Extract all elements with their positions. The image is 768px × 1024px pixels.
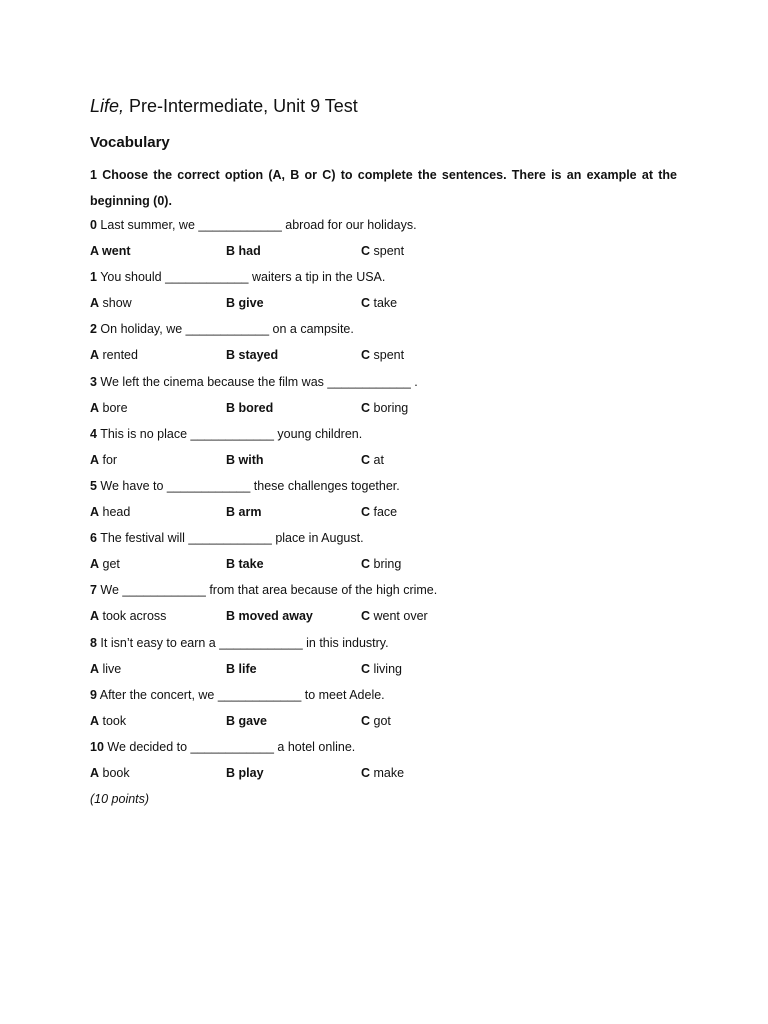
option-b bbox=[226, 603, 313, 629]
option-c bbox=[361, 499, 397, 525]
option-a bbox=[90, 551, 120, 577]
question-text: You should ____________ waiters a tip in the USA. bbox=[96, 270, 386, 285]
option-letter: C bbox=[361, 400, 371, 415]
option-c bbox=[361, 238, 404, 264]
option-a bbox=[90, 238, 131, 264]
instruction-text: 1 Choose the correct option (A, B or C) to complete the sentences. There is an example at the beginning (0). bbox=[90, 168, 677, 208]
options-row-0 bbox=[90, 238, 677, 264]
question-2 bbox=[90, 316, 677, 342]
question-text: Last summer, we ____________ abroad for our holidays. bbox=[96, 218, 417, 232]
option-text: rented bbox=[99, 348, 138, 363]
option-c bbox=[361, 708, 391, 734]
question-7 bbox=[90, 577, 677, 603]
option-b bbox=[226, 395, 273, 421]
options-row-10 bbox=[90, 760, 677, 786]
question-number: 9 bbox=[90, 687, 97, 702]
option-letter: B bbox=[226, 557, 236, 572]
options-row-7 bbox=[90, 603, 677, 629]
option-text: spent bbox=[370, 348, 405, 363]
option-b bbox=[226, 447, 264, 473]
option-letter: B bbox=[226, 400, 236, 415]
option-letter: C bbox=[361, 452, 371, 467]
option-letter: A bbox=[90, 400, 100, 415]
question-1 bbox=[90, 264, 677, 290]
option-c bbox=[361, 551, 401, 577]
options-row-4 bbox=[90, 447, 677, 473]
options-row-2 bbox=[90, 342, 677, 368]
section-heading: Vocabulary bbox=[90, 134, 170, 151]
option-text: went over bbox=[370, 609, 428, 624]
page-title bbox=[90, 93, 358, 119]
option-a bbox=[90, 499, 130, 525]
question-number: 10 bbox=[90, 739, 104, 754]
option-letter: A bbox=[90, 713, 100, 728]
option-text: with bbox=[235, 452, 264, 467]
option-text: boring bbox=[370, 400, 409, 415]
option-b bbox=[226, 656, 257, 682]
option-c bbox=[361, 656, 402, 682]
question-text: We left the cinema because the film was ____________ . bbox=[96, 374, 418, 389]
question-8 bbox=[90, 630, 677, 656]
option-b bbox=[226, 342, 278, 368]
option-a bbox=[90, 290, 132, 316]
option-a bbox=[90, 708, 126, 734]
option-letter: B bbox=[226, 505, 236, 520]
question-number: 0 bbox=[90, 218, 97, 232]
option-a bbox=[90, 656, 121, 682]
option-letter: A bbox=[90, 296, 100, 311]
option-a bbox=[90, 342, 138, 368]
option-text: arm bbox=[235, 505, 262, 520]
question-text: It isn’t easy to earn a ____________ in this industry. bbox=[96, 635, 389, 650]
option-letter: B bbox=[226, 609, 236, 624]
option-text: live bbox=[99, 661, 122, 676]
option-b bbox=[226, 290, 264, 316]
option-b bbox=[226, 760, 264, 786]
option-letter: B bbox=[226, 661, 236, 676]
option-a bbox=[90, 447, 117, 473]
option-text: head bbox=[99, 505, 131, 520]
option-letter: C bbox=[361, 713, 371, 728]
question-0 bbox=[90, 212, 677, 238]
option-b bbox=[226, 551, 264, 577]
question-5 bbox=[90, 473, 677, 499]
option-letter: B bbox=[226, 452, 236, 467]
question-text: On holiday, we ____________ on a campsite. bbox=[96, 322, 354, 337]
question-text: After the concert, we ____________ to meet Adele. bbox=[96, 687, 385, 702]
option-b bbox=[226, 499, 261, 525]
question-3 bbox=[90, 369, 677, 395]
option-c bbox=[361, 342, 404, 368]
question-number: 1 bbox=[90, 270, 97, 285]
option-letter: C bbox=[361, 348, 371, 363]
option-letter: A bbox=[90, 557, 100, 572]
question-number: 3 bbox=[90, 374, 97, 389]
option-text: moved away bbox=[235, 609, 313, 624]
question-number: 2 bbox=[90, 322, 97, 337]
option-a bbox=[90, 395, 128, 421]
option-letter: A bbox=[90, 348, 100, 363]
options-row-6 bbox=[90, 551, 677, 577]
option-letter: A bbox=[90, 609, 100, 624]
option-text: stayed bbox=[235, 348, 279, 363]
option-text: book bbox=[99, 765, 130, 780]
question-text: This is no place ____________ young children. bbox=[96, 426, 363, 441]
question-4 bbox=[90, 421, 677, 447]
question-number: 6 bbox=[90, 531, 97, 546]
option-text: had bbox=[235, 244, 261, 259]
option-text: went bbox=[98, 244, 131, 259]
option-text: take bbox=[235, 557, 264, 572]
options-row-8 bbox=[90, 656, 677, 682]
option-text: show bbox=[99, 296, 132, 311]
option-letter: C bbox=[361, 505, 371, 520]
option-letter: C bbox=[361, 557, 371, 572]
question-number: 7 bbox=[90, 583, 97, 598]
option-text: bored bbox=[235, 400, 274, 415]
option-text: give bbox=[235, 296, 264, 311]
option-text: life bbox=[235, 661, 257, 676]
options-row-9 bbox=[90, 708, 677, 734]
question-text: We ____________ from that area because of the high crime. bbox=[96, 583, 438, 598]
question-text: We decided to ____________ a hotel online. bbox=[103, 739, 356, 754]
option-text: get bbox=[99, 557, 120, 572]
option-letter: A bbox=[90, 765, 100, 780]
question-number: 4 bbox=[90, 426, 97, 441]
option-c bbox=[361, 290, 397, 316]
option-letter: B bbox=[226, 713, 236, 728]
option-b bbox=[226, 708, 267, 734]
option-c bbox=[361, 760, 404, 786]
option-letter: B bbox=[226, 348, 236, 363]
option-letter: B bbox=[226, 244, 236, 259]
option-text: bore bbox=[99, 400, 128, 415]
option-text: take bbox=[370, 296, 398, 311]
option-letter: C bbox=[361, 765, 371, 780]
option-text: got bbox=[370, 713, 391, 728]
title-rest: Pre-Intermediate, Unit 9 Test bbox=[124, 96, 358, 116]
question-10 bbox=[90, 734, 677, 760]
option-text: at bbox=[370, 452, 384, 467]
options-row-5 bbox=[90, 499, 677, 525]
option-text: took across bbox=[99, 609, 167, 624]
option-letter: A bbox=[90, 244, 99, 259]
option-letter: C bbox=[361, 244, 371, 259]
option-c bbox=[361, 447, 384, 473]
option-letter: A bbox=[90, 661, 100, 676]
option-letter: C bbox=[361, 661, 371, 676]
option-text: face bbox=[370, 505, 398, 520]
option-text: play bbox=[235, 765, 264, 780]
question-number: 8 bbox=[90, 635, 97, 650]
option-letter: A bbox=[90, 452, 100, 467]
points-total: (10 points) bbox=[90, 792, 150, 807]
option-letter: A bbox=[90, 505, 100, 520]
option-text: make bbox=[370, 765, 405, 780]
option-letter: B bbox=[226, 765, 236, 780]
option-letter: B bbox=[226, 296, 236, 311]
option-letter: C bbox=[361, 609, 371, 624]
question-list bbox=[90, 212, 677, 812]
option-letter: C bbox=[361, 296, 371, 311]
question-number: 5 bbox=[90, 478, 97, 493]
options-row-3 bbox=[90, 395, 677, 421]
option-c bbox=[361, 603, 428, 629]
question-text: The festival will ____________ place in August. bbox=[96, 531, 364, 546]
option-text: took bbox=[99, 713, 127, 728]
question-9 bbox=[90, 682, 677, 708]
option-text: gave bbox=[235, 713, 267, 728]
option-text: spent bbox=[370, 244, 405, 259]
option-b bbox=[226, 238, 261, 264]
option-text: bring bbox=[370, 557, 402, 572]
question-text: We have to ____________ these challenges together. bbox=[96, 478, 400, 493]
option-c bbox=[361, 395, 408, 421]
options-row-1 bbox=[90, 290, 677, 316]
option-text: for bbox=[99, 452, 118, 467]
option-a bbox=[90, 603, 166, 629]
option-text: living bbox=[370, 661, 402, 676]
question-6 bbox=[90, 525, 677, 551]
title-book-name: Life, bbox=[90, 96, 125, 116]
option-a bbox=[90, 760, 130, 786]
